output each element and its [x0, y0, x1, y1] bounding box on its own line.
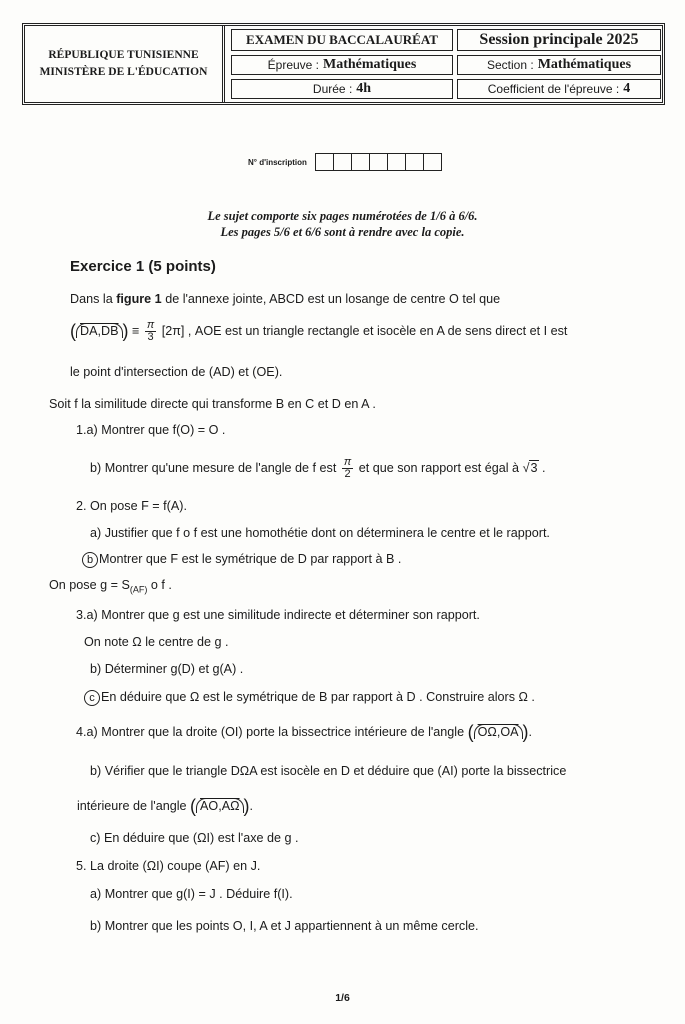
text: intérieure de l'angle — [77, 799, 187, 813]
text: On pose g = S — [49, 578, 130, 592]
line-5: 1.a) Montrer que f(O) = O . — [76, 423, 226, 437]
note-line-2: Les pages 5/6 et 6/6 sont à rendre avec la copie. — [220, 225, 465, 239]
coef-value: 4 — [623, 81, 631, 96]
circled-letter: c — [84, 690, 100, 706]
inscription-label: N° d'inscription — [248, 157, 307, 167]
inscription-box[interactable] — [370, 154, 388, 170]
section-value: Mathématiques — [537, 57, 632, 72]
line-18: c) En déduire que (ΩI) est l'axe de g . — [90, 831, 299, 845]
duree-value: 4h — [356, 81, 372, 96]
line-6 — [90, 457, 546, 480]
epreuve-label: Épreuve : — [267, 58, 320, 72]
figure-ref: figure 1 — [116, 292, 162, 306]
inscription-box[interactable] — [352, 154, 370, 170]
line-20: a) Montrer que g(I) = J . Déduire f(I). — [90, 887, 293, 901]
line-10 — [49, 578, 172, 595]
modulo: [2π] — [161, 323, 185, 338]
exam-header — [22, 23, 665, 105]
sqrt-3: √3 — [522, 460, 538, 475]
subscript: (AF) — [129, 584, 148, 595]
duree-label: Durée : — [312, 82, 353, 96]
line-17: intérieure de l'angle ( AO,AΩ ). — [77, 796, 254, 816]
paren-open: ( — [70, 320, 76, 341]
text: de l'annexe jointe, ABCD est un losange de centre O tel que — [161, 292, 501, 306]
session-title: Session principale 2025 — [457, 29, 661, 51]
text: Montrer que F est le symétrique de D par rapport à B . — [99, 552, 402, 566]
inscription-box[interactable] — [406, 154, 424, 170]
inscription-boxes[interactable] — [315, 153, 442, 171]
line-3: le point d'intersection de (AD) et (OE). — [70, 365, 283, 379]
section-label: Section : — [486, 58, 534, 72]
line-4: Soit f la similitude directe qui transforme B en C et D en A . — [49, 397, 376, 411]
paren-close: ) — [522, 722, 529, 742]
congruent-sign: ≡ — [132, 323, 140, 338]
line-14 — [84, 690, 535, 706]
page-number: 1/6 — [335, 992, 350, 1004]
text: b) Montrer qu'une mesure de l'angle de f est — [90, 460, 337, 475]
line-9 — [82, 552, 401, 568]
line-19: 5. La droite (ΩI) coupe (AF) en J. — [76, 859, 261, 873]
inscription-box[interactable] — [316, 154, 334, 170]
radicand: 3 — [530, 460, 538, 475]
line-15: 4.a) Montrer que la droite (OI) porte la bissectrice intérieure de l'angle ( OΩ,OA ). — [76, 722, 533, 742]
note-line-1: Le sujet comporte six pages numérotées de 1/6 à 6/6. — [207, 209, 478, 223]
fraction-pi-3 — [145, 320, 156, 343]
subject-note — [0, 208, 685, 240]
paren-open: ( — [190, 796, 197, 816]
line-11: 3.a) Montrer que g est une similitude indirecte et déterminer son rapport. — [76, 608, 480, 622]
duree-cell — [231, 79, 453, 99]
text: En déduire que Ω est le symétrique de B par rapport à D . Construire alors Ω . — [101, 690, 535, 704]
line-21: b) Montrer que les points O, I, A et J appartiennent à un même cercle. — [90, 919, 479, 933]
ministry-label: MINISTÈRE DE L'ÉDUCATION — [39, 66, 208, 78]
line-13: b) Déterminer g(D) et g(A) . — [90, 662, 244, 676]
coef-label: Coefficient de l'épreuve : — [487, 82, 620, 96]
inscription-box[interactable] — [388, 154, 406, 170]
angle-da-db: DA,DB — [76, 323, 123, 338]
text: . — [538, 460, 546, 475]
text: 4.a) Montrer que la droite (OI) porte la bissectrice intérieure de l'angle — [76, 725, 465, 739]
exercise-title: Exercice 1 (5 points) — [70, 258, 216, 275]
paren-open: ( — [467, 722, 474, 742]
text: et que son rapport est égal à — [358, 460, 520, 475]
line-16: b) Vérifier que le triangle DΩA est isocèle en D et déduire que (AI) porte la bissectrice — [90, 764, 567, 778]
coef-cell — [457, 79, 661, 99]
numerator: π — [343, 456, 352, 468]
line-12: On note Ω le centre de g . — [84, 635, 229, 649]
paren-close: ) — [122, 320, 129, 341]
denominator: 3 — [147, 331, 154, 343]
denominator: 2 — [344, 468, 351, 480]
paren-close: ) — [243, 796, 250, 816]
ministry-block — [25, 26, 225, 102]
angle-ao-aomega: AO,AΩ — [196, 798, 244, 813]
text: , AOE est un triangle rectangle et isocèle en A de sens direct et I est — [184, 323, 568, 338]
line-7: 2. On pose F = f(A). — [76, 499, 187, 513]
fraction-pi-2 — [342, 457, 353, 480]
epreuve-value: Mathématiques — [323, 57, 417, 72]
line-8: a) Justifier que f o f est une homothétie dont on déterminera le centre et le rapport. — [90, 526, 550, 540]
republic-label: RÉPUBLIQUE TUNISIENNE — [48, 49, 199, 61]
section-cell — [457, 55, 661, 75]
exam-title: EXAMEN DU BACCALAURÉAT — [231, 29, 453, 51]
text: o f . — [147, 578, 172, 592]
line-2 — [70, 320, 567, 343]
numerator: π — [146, 319, 155, 331]
epreuve-cell — [231, 55, 453, 75]
line-1 — [70, 292, 500, 306]
inscription-box[interactable] — [424, 154, 441, 170]
text: Dans la — [70, 292, 117, 306]
inscription-box[interactable] — [334, 154, 352, 170]
angle-oomega-oa: OΩ,OA — [474, 724, 523, 739]
inscription-field — [248, 153, 442, 171]
circled-letter: b — [82, 552, 98, 568]
